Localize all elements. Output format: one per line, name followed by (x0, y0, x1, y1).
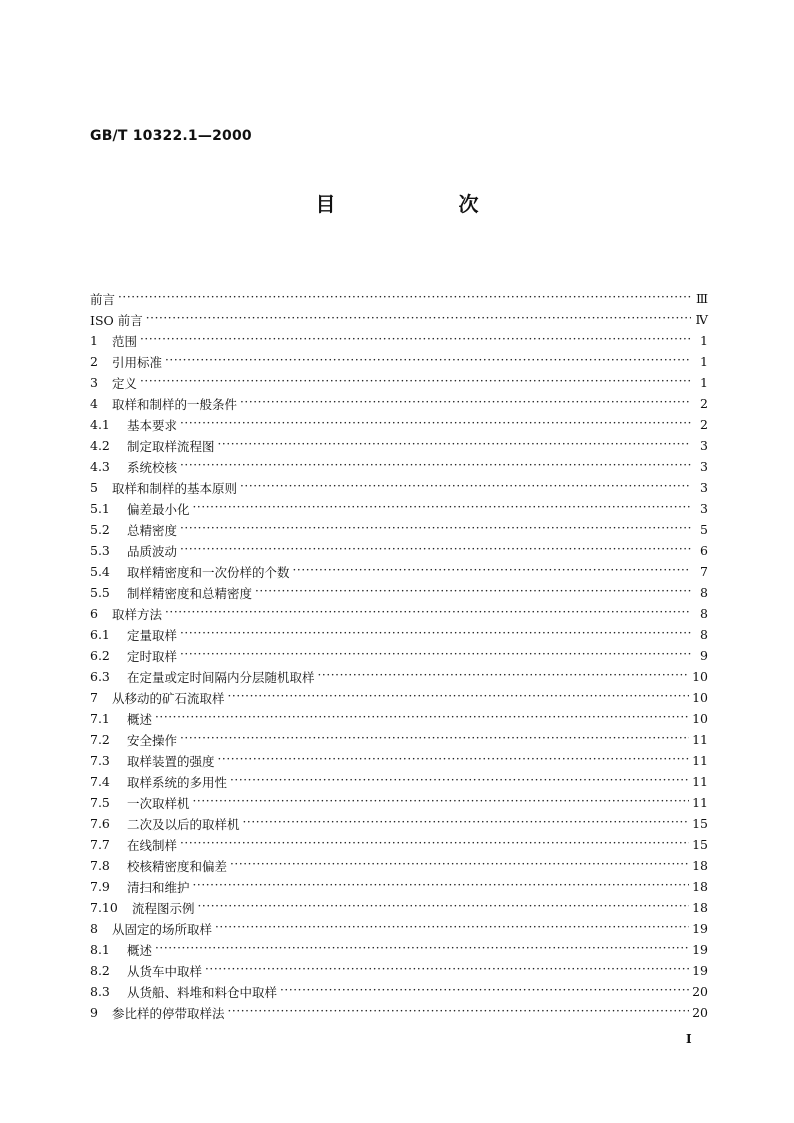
toc-entry[interactable] (90, 540, 708, 561)
toc-entry-number: 7.1 (90, 711, 110, 726)
toc-entry-number: 7.2 (90, 732, 110, 747)
toc-entry-label: 系统校核 (127, 459, 178, 475)
toc-entry[interactable] (90, 498, 708, 519)
toc-entry-number: 7 (90, 690, 98, 705)
toc-entry-label: 范围 (112, 333, 138, 349)
dot-leader (165, 607, 691, 621)
standard-code: GB/T 10322.1—2000 (90, 128, 252, 144)
toc-entry-page: 11 (692, 753, 708, 768)
toc-entry-page: 8 (700, 627, 708, 642)
dot-leader (228, 691, 690, 705)
toc-entry-page: 1 (700, 333, 708, 348)
dot-leader (280, 985, 689, 999)
toc-entry-label: 清扫和维护 (127, 879, 190, 895)
dot-leader (198, 901, 690, 915)
toc-entry[interactable] (90, 729, 708, 750)
dot-leader (218, 754, 690, 768)
toc-entry-label: 在线制样 (127, 837, 178, 853)
dot-leader (255, 586, 691, 600)
toc-entry[interactable] (90, 792, 708, 813)
toc-entry-page: 8 (700, 585, 708, 600)
toc-entry-page: 18 (692, 879, 708, 894)
toc-entry[interactable] (90, 561, 708, 582)
toc-entry-page: 11 (692, 795, 708, 810)
toc-entry[interactable] (90, 351, 708, 372)
toc-entry[interactable] (90, 414, 708, 435)
toc-entry-page: 18 (692, 858, 708, 873)
toc-entry-page: 3 (700, 459, 708, 474)
toc-entry[interactable] (90, 1002, 708, 1023)
toc-entry-page: 10 (692, 669, 708, 684)
toc-entry-page: 3 (700, 480, 708, 495)
toc-entry-page: 5 (700, 522, 708, 537)
toc-entry-number: 3 (90, 375, 98, 390)
toc-entry-page: Ⅳ (695, 312, 708, 327)
toc-entry[interactable] (90, 582, 708, 603)
toc-entry-number: 6 (90, 606, 98, 621)
toc-entry-page: Ⅲ (695, 291, 708, 306)
toc-entry-label: ISO 前言 (90, 312, 143, 328)
toc-entry-page: 6 (700, 543, 708, 558)
toc-entry-label: 制样精密度和总精密度 (127, 585, 253, 601)
toc-entry-label: 取样和制样的一般条件 (112, 396, 238, 412)
toc-entry-label: 定义 (112, 375, 138, 391)
toc-entry-number: 5 (90, 480, 98, 495)
toc-entry-label: 定量取样 (127, 627, 178, 643)
toc-entry-label: 偏差最小化 (127, 501, 190, 517)
toc-entry-number: 5.5 (90, 585, 110, 600)
toc-entry[interactable] (90, 981, 708, 1002)
toc-entry-page: 15 (692, 816, 708, 831)
toc-entry[interactable] (90, 330, 708, 351)
toc-entry-number: 7.9 (90, 879, 110, 894)
toc-entry[interactable] (90, 603, 708, 624)
toc-entry[interactable] (90, 813, 708, 834)
toc-entry-page: 10 (692, 690, 708, 705)
toc-entry-number: 4.1 (90, 417, 110, 432)
toc-entry-page: 1 (700, 354, 708, 369)
toc-entry-number: 8.1 (90, 942, 110, 957)
toc-entry-page: 19 (692, 963, 708, 978)
toc-entry[interactable] (90, 939, 708, 960)
dot-leader (140, 376, 691, 390)
dot-leader (215, 922, 689, 936)
toc-entry-label: 概述 (127, 942, 153, 958)
toc-entry[interactable] (90, 645, 708, 666)
toc-entry-label: 从移动的矿石流取样 (112, 690, 225, 706)
dot-leader (180, 544, 691, 558)
toc-entry-page: 3 (700, 438, 708, 453)
toc-entry-page: 3 (700, 501, 708, 516)
dot-leader (180, 460, 691, 474)
toc-entry[interactable] (90, 708, 708, 729)
toc-entry-page: 19 (692, 921, 708, 936)
toc-entry-label: 引用标准 (112, 354, 163, 370)
dot-leader (180, 523, 691, 537)
dot-leader (193, 502, 691, 516)
toc-entry-page: 15 (692, 837, 708, 852)
toc-entry-number: 8.3 (90, 984, 110, 999)
toc-entry-label: 取样方法 (112, 606, 163, 622)
toc-entry-number: 1 (90, 333, 98, 348)
dot-leader (228, 1006, 690, 1020)
toc-entry[interactable] (90, 456, 708, 477)
dot-leader (180, 628, 691, 642)
dot-leader (140, 334, 691, 348)
toc-entry-number: 7.10 (90, 900, 118, 915)
toc-entry-number: 6.2 (90, 648, 110, 663)
toc-entry-page: 11 (692, 732, 708, 747)
toc-entry-label: 取样精密度和一次份样的个数 (127, 564, 290, 580)
dot-leader (180, 418, 691, 432)
toc-entry[interactable] (90, 372, 708, 393)
toc-entry-label: 流程图示例 (132, 900, 195, 916)
toc-entry-number: 8.2 (90, 963, 110, 978)
toc-entry[interactable] (90, 624, 708, 645)
toc-entry[interactable] (90, 666, 708, 687)
dot-leader (155, 943, 689, 957)
toc-entry-number: 6.1 (90, 627, 110, 642)
dot-leader (180, 733, 689, 747)
toc-entry-number: 5.3 (90, 543, 110, 558)
dot-leader (205, 964, 689, 978)
dot-leader (318, 670, 690, 684)
toc-entry-page: 2 (700, 417, 708, 432)
page-number: Ⅰ (686, 1032, 692, 1046)
toc-entry[interactable] (90, 477, 708, 498)
toc-entry-label: 基本要求 (127, 417, 178, 433)
toc-entry-number: 7.7 (90, 837, 110, 852)
dot-leader (218, 439, 691, 453)
toc-entry[interactable] (90, 687, 708, 708)
toc-entry[interactable] (90, 309, 708, 330)
toc-entry-number: 8 (90, 921, 98, 936)
dot-leader (193, 796, 690, 810)
toc-entry-number: 6.3 (90, 669, 110, 684)
toc-entry-number: 5.4 (90, 564, 110, 579)
toc-entry-label: 安全操作 (127, 732, 178, 748)
dot-leader (165, 355, 691, 369)
toc-entry-number: 7.4 (90, 774, 110, 789)
toc-entry-number: 4 (90, 396, 98, 411)
page-title: 目 次 (315, 192, 537, 216)
toc-entry[interactable] (90, 918, 708, 939)
toc-entry-number: 4.2 (90, 438, 110, 453)
toc-entry-page: 7 (700, 564, 708, 579)
toc-entry-page: 18 (692, 900, 708, 915)
toc-entry-label: 在定量或定时间隔内分层随机取样 (127, 669, 315, 685)
toc-entry-page: 2 (700, 396, 708, 411)
toc-entry-label: 定时取样 (127, 648, 178, 664)
dot-leader (230, 775, 689, 789)
toc-entry[interactable] (90, 435, 708, 456)
toc-entry-label: 取样装置的强度 (127, 753, 215, 769)
dot-leader (155, 712, 689, 726)
dot-leader (180, 649, 691, 663)
toc-entry-label: 从货车中取样 (127, 963, 203, 979)
dot-leader (243, 817, 690, 831)
toc-entry-label: 从固定的场所取样 (112, 921, 213, 937)
toc-entry[interactable] (90, 288, 708, 309)
toc-entry[interactable] (90, 771, 708, 792)
toc-entry[interactable] (90, 750, 708, 771)
toc-entry-page: 20 (692, 984, 708, 999)
toc-entry-page: 9 (700, 648, 708, 663)
toc-entry-label: 从货船、料堆和料仓中取样 (127, 984, 278, 1000)
dot-leader (146, 313, 691, 327)
dot-leader (230, 859, 689, 873)
toc-entry[interactable] (90, 834, 708, 855)
toc-entry[interactable] (90, 897, 708, 918)
toc-entry-label: 取样系统的多用性 (127, 774, 228, 790)
toc-entry-number: 7.6 (90, 816, 110, 831)
toc-entry-number: 5.2 (90, 522, 110, 537)
toc-entry-page: 8 (700, 606, 708, 621)
dot-leader (293, 565, 691, 579)
toc-entry-label: 总精密度 (127, 522, 178, 538)
toc-entry-page: 11 (692, 774, 708, 789)
toc-entry[interactable] (90, 960, 708, 981)
toc-entry-label: 概述 (127, 711, 153, 727)
toc-entry-label: 前言 (90, 291, 116, 307)
toc-entry-number: 7.8 (90, 858, 110, 873)
toc-entry-label: 一次取样机 (127, 795, 190, 811)
toc-entry[interactable] (90, 876, 708, 897)
toc-entry-page: 19 (692, 942, 708, 957)
toc-entry[interactable] (90, 519, 708, 540)
toc-entry-number: 4.3 (90, 459, 110, 474)
table-of-contents (90, 288, 708, 1023)
dot-leader (118, 292, 691, 306)
dot-leader (240, 481, 691, 495)
toc-entry-number: 2 (90, 354, 98, 369)
toc-entry-label: 参比样的停带取样法 (112, 1005, 225, 1021)
toc-entry-number: 5.1 (90, 501, 110, 516)
toc-entry-page: 1 (700, 375, 708, 390)
toc-entry[interactable] (90, 855, 708, 876)
dot-leader (240, 397, 691, 411)
toc-entry-label: 取样和制样的基本原则 (112, 480, 238, 496)
toc-entry-number: 7.3 (90, 753, 110, 768)
toc-entry-page: 20 (692, 1005, 708, 1020)
toc-entry-label: 校核精密度和偏差 (127, 858, 228, 874)
toc-entry-label: 制定取样流程图 (127, 438, 215, 454)
dot-leader (193, 880, 690, 894)
toc-entry-label: 二次及以后的取样机 (127, 816, 240, 832)
dot-leader (180, 838, 689, 852)
toc-entry-number: 9 (90, 1005, 98, 1020)
toc-entry-page: 10 (692, 711, 708, 726)
toc-entry-number: 7.5 (90, 795, 110, 810)
toc-entry-label: 品质波动 (127, 543, 178, 559)
toc-entry[interactable] (90, 393, 708, 414)
